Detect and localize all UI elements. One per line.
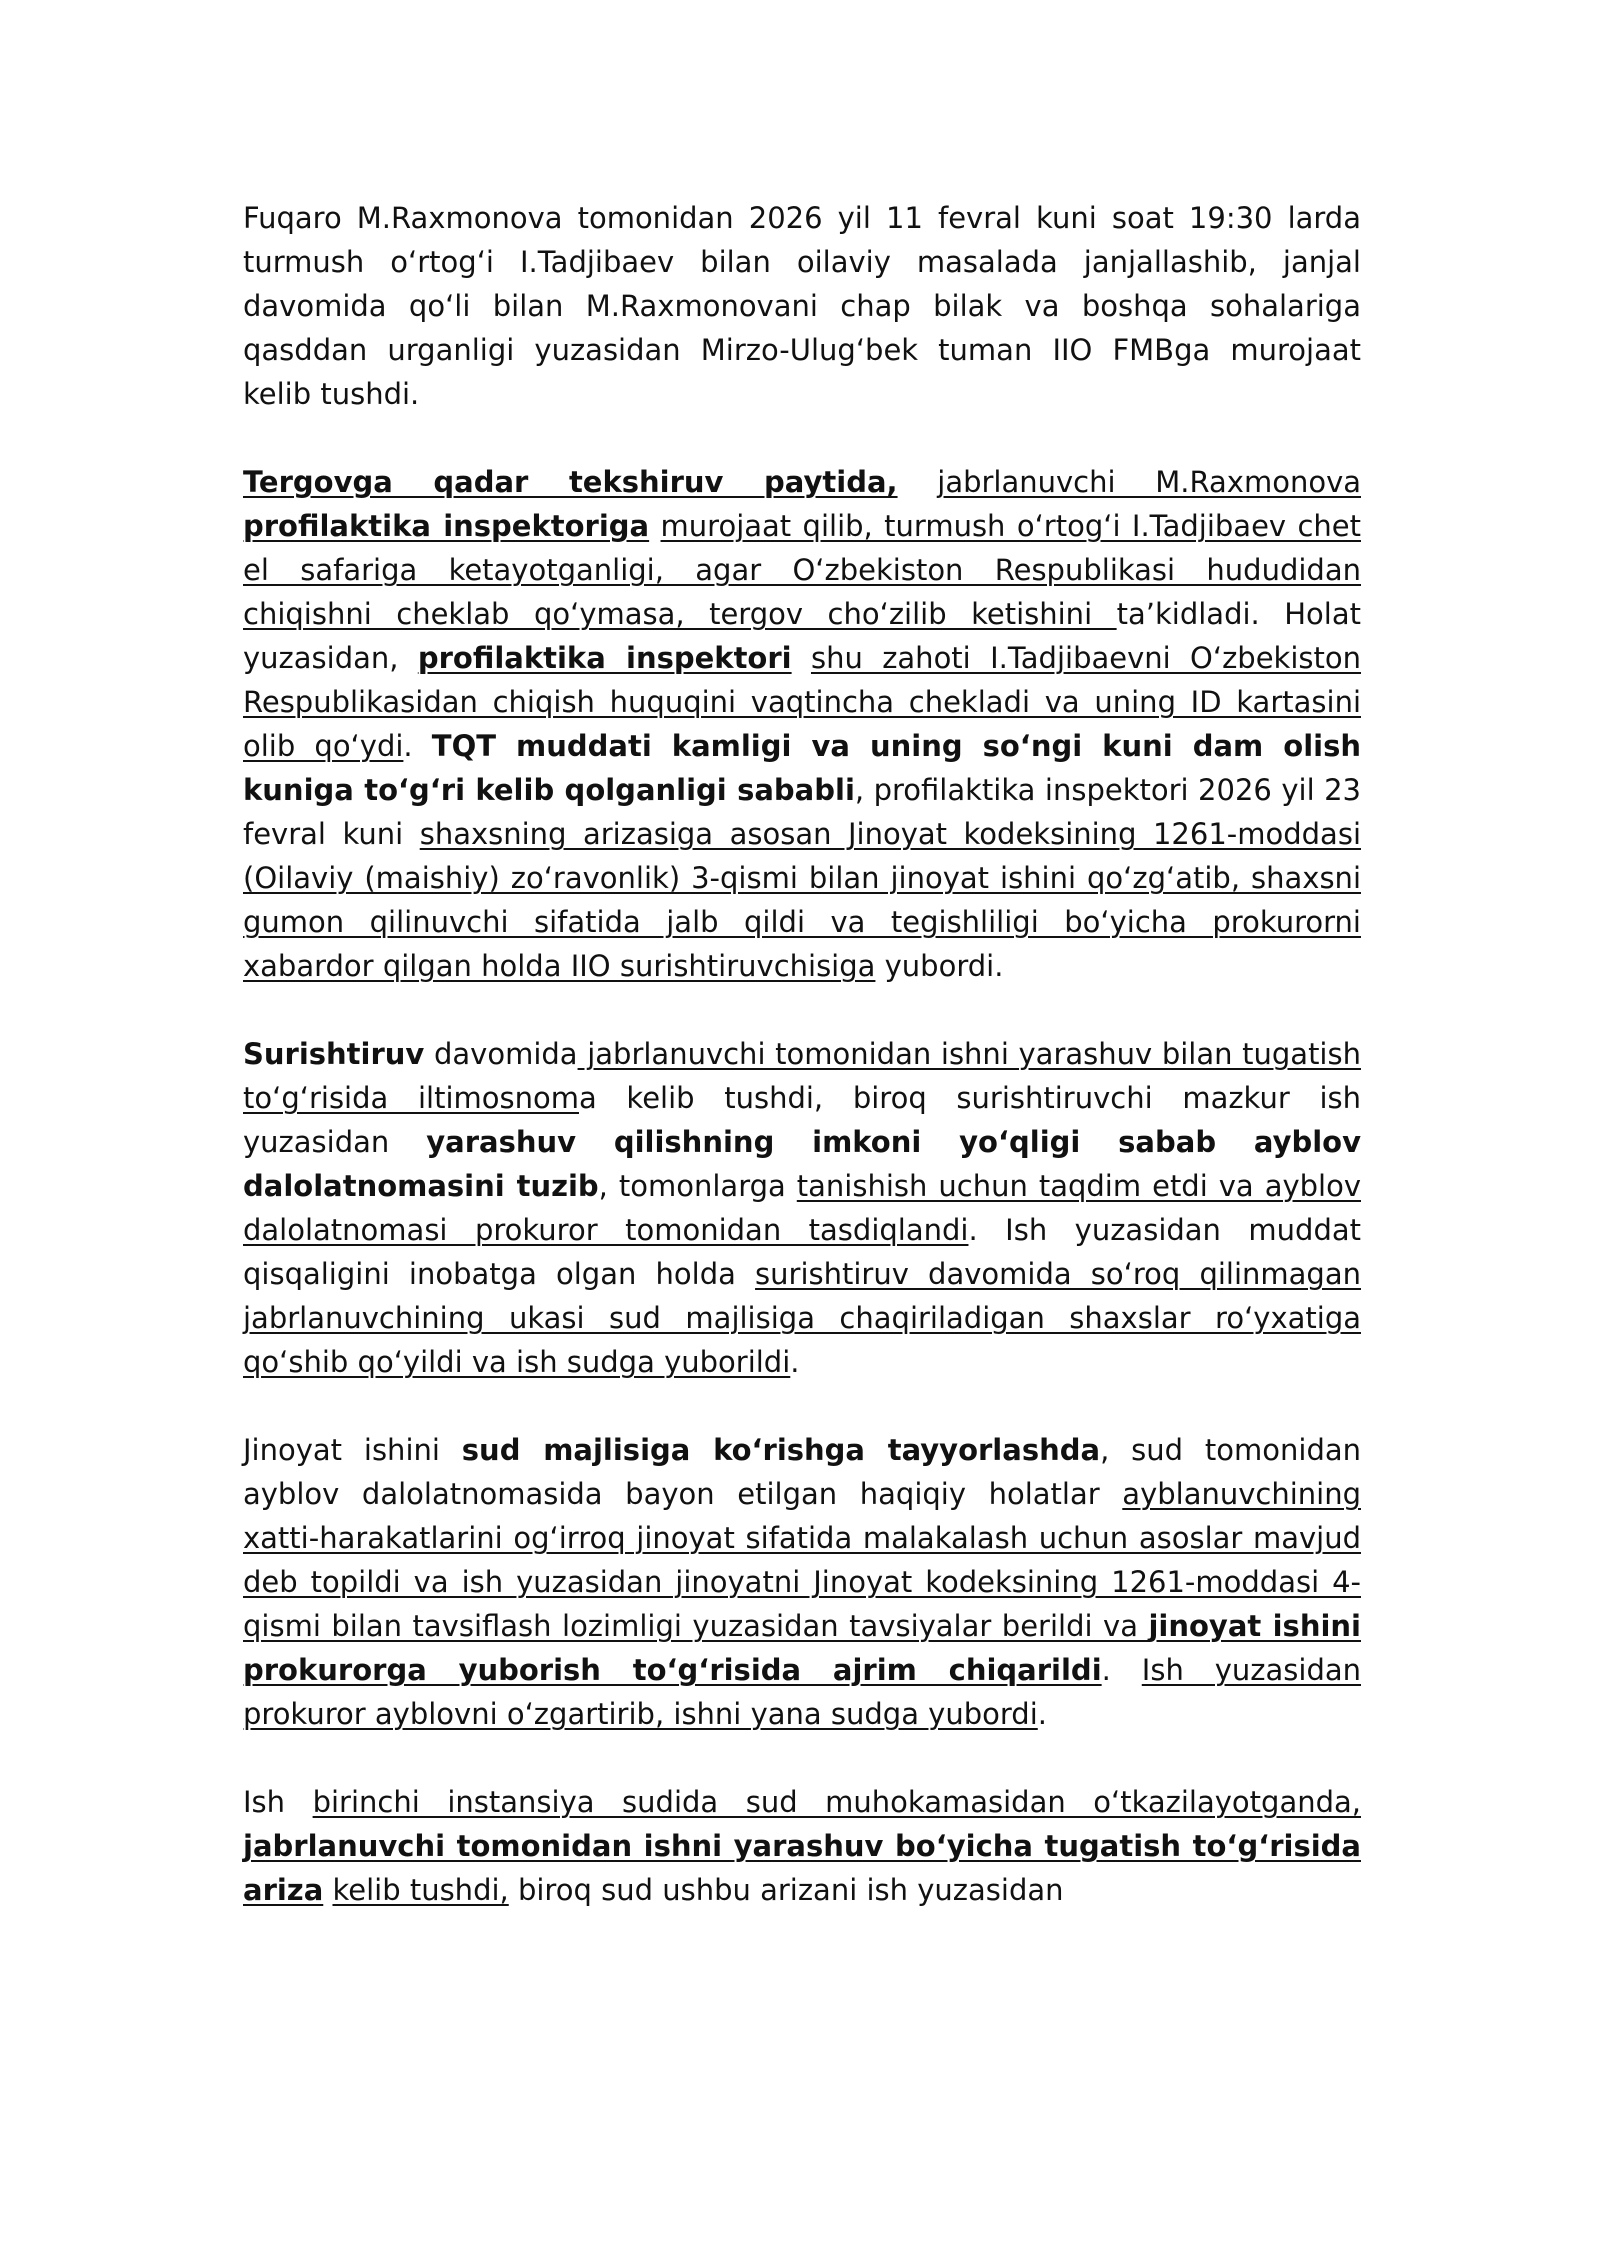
underlined-text: birinchi instansiya sudida sud muhokamasidan o‘tkazilayotganda,: [312, 1785, 1361, 1819]
paragraph-complaint: [243, 196, 1361, 416]
underlined-text: tanishish uchun taqdim etdi va ayblov dalolatnomasi prokuror tomonidan tasdiqlandi: [243, 1169, 1361, 1247]
plain-text: a kelib tushdi, biroq surishtiruvchi mazkur ish yuzasidan: [243, 1081, 1361, 1159]
bold-underlined-text: jinoyat ishini prokurorga yuborish to‘g‘risida ajrim chiqarildi: [243, 1609, 1361, 1687]
plain-text: , sud tomonidan ayblov dalolatnomasida bayon etilgan haqiqiy holatlar: [243, 1433, 1361, 1511]
underlined-text: shaxsning arizasiga asosan Jinoyat kodeksining 1261-moddasi (Oilaviy (maishiy) zo‘ravonlik) 3-qismi bilan jinoyat ishini qo‘zg‘atib, shaxsni gumon qilinuvchi sifatida jalb qildi va tegishliligi bo‘yicha prokurorni xabardor qilgan holda IIO surishtiruvchisiga: [243, 817, 1361, 983]
underlined-text: jabrlanuvchi tomonidan ishni yarashuv bilan tugatish to‘g‘risida iltimosnom: [243, 1037, 1361, 1115]
document-body: [243, 196, 1361, 1912]
bold-underlined-text: jabrlanuvchi tomonidan ishni yarashuv bo‘yicha tugatish to‘g‘risida ariza: [243, 1829, 1361, 1907]
plain-text: yubordi.: [875, 949, 1004, 983]
plain-text: .: [1101, 1653, 1142, 1687]
underlined-text: kelib tushdi,: [332, 1873, 509, 1907]
plain-text: .: [790, 1345, 800, 1379]
underlined-text: murojaat qilib, turmush o‘rtog‘i I.Tadjibaev chet el safariga ketayotganligi, agar O‘zbekiston Respublikasi hududidan chiqishni cheklab qo‘ymasa, tergov cho‘zilib ketishini: [243, 509, 1361, 631]
plain-text: [649, 509, 660, 543]
plain-text: . Ish yuzasidan muddat qisqaligini inobatga olgan holda: [243, 1213, 1361, 1291]
plain-text: ta’kidladi. Holat yuzasidan,: [243, 597, 1361, 675]
plain-text: davomida: [424, 1037, 578, 1071]
plain-text: [898, 465, 938, 499]
paragraph-pre-investigation: [243, 460, 1361, 988]
underlined-text: surishtiruv davomida so‘roq qilinmagan jabrlanuvchining ukasi sud majlisiga chaqiriladigan shaxslar ro‘yxatiga qo‘shib qo‘yildi va ish sudga yuborildi: [243, 1257, 1361, 1379]
bold-text: yarashuv qilishning imkoni yo‘qligi sabab ayblov dalolatnomasini tuzib: [243, 1125, 1362, 1203]
plain-text: , profilaktika inspektori 2026 yil 23 fevral kuni: [243, 773, 1362, 851]
paragraph-first-instance: [243, 1780, 1361, 1912]
plain-text: Ish: [243, 1785, 313, 1819]
underlined-text: jabrlanuvchi M.Raxmonova: [937, 465, 1361, 499]
plain-text: .: [403, 729, 432, 763]
paragraph-inquiry: [243, 1032, 1361, 1384]
plain-text: Jinoyat ishini: [243, 1433, 462, 1467]
paragraph-court-preparation: [243, 1428, 1361, 1736]
plain-text: Fuqaro M.Raxmonova tomonidan 2026 yil 11 fevral kuni soat 19:30 larda turmush o‘rtog‘i I.Tadjibaev bilan oilaviy masalada janjallashib, janjal davomida qo‘li bilan M.Raxmonovani chap bilak va boshqa sohalariga qasddan urganligi yuzasidan Mirzo-Ulug‘bek tuman IIO FMBga murojaat kelib tushdi.: [243, 201, 1361, 411]
bold-underlined-text: profilaktika inspektoriga: [243, 509, 650, 543]
plain-text: [792, 641, 811, 675]
underlined-text: ayblanuvchining xatti-harakatlarini og‘irroq jinoyat sifatida malakalash uchun asoslar mavjud deb topildi va ish yuzasidan jinoyatni Jinoyat kodeksining 1261-moddasi 4-qismi bilan tavsiflash lozimligi yuzasidan tavsiyalar berildi va: [243, 1477, 1361, 1643]
plain-text: , tomonlarga: [598, 1169, 797, 1203]
plain-text: .: [1037, 1697, 1047, 1731]
bold-text: Surishtiruv: [243, 1037, 425, 1071]
underlined-text: Ish yuzasidan prokuror ayblovni o‘zgartirib, ishni yana sudga yubordi: [243, 1653, 1361, 1731]
bold-underlined-text: profilaktika inspektori: [417, 641, 792, 675]
bold-text: sud majlisiga ko‘rishga tayyorlashda: [461, 1433, 1101, 1467]
underlined-text: shu zahoti I.Tadjibaevni O‘zbekiston Respublikasidan chiqish huquqini vaqtincha chekladi va uning ID kartasini olib qo‘ydi: [243, 641, 1362, 763]
bold-text: TQT muddati kamligi va uning so‘ngi kuni dam olish kuniga to‘g‘ri kelib qolganligi sababli: [243, 729, 1362, 807]
bold-underlined-text: Tergovga qadar tekshiruv paytida,: [243, 465, 898, 499]
plain-text: biroq sud ushbu arizani ish yuzasidan: [508, 1873, 1064, 1907]
